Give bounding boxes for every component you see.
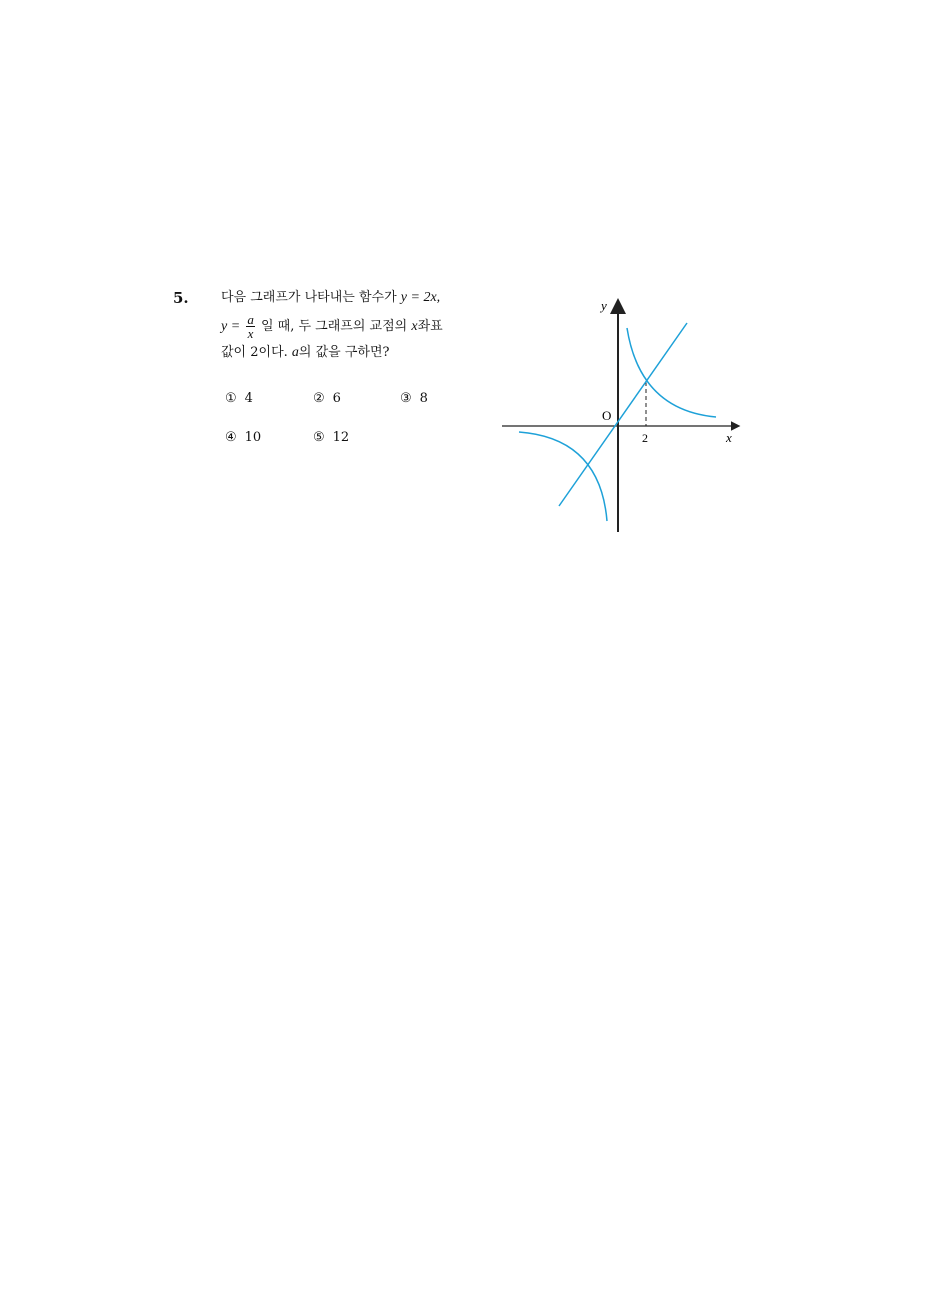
hyperbola-branch-1 <box>627 328 716 417</box>
choice-value: 6 <box>332 391 341 406</box>
equation-line: y = 2x, <box>400 290 441 305</box>
x-axis-label: x <box>726 430 732 445</box>
variable: a <box>291 345 299 360</box>
question-text: 다음 그래프가 나타내는 함수가 <box>221 290 397 305</box>
question-text: 좌표 <box>417 319 443 334</box>
variable: x <box>411 319 418 334</box>
question-line-3 <box>221 344 390 362</box>
choice-mark: ④ <box>225 430 237 445</box>
choice-3[interactable] <box>400 391 428 406</box>
choice-1[interactable] <box>225 391 253 406</box>
choice-mark: ⑤ <box>313 430 325 445</box>
origin-label: O <box>602 408 612 423</box>
fraction-denominator: x <box>247 326 254 341</box>
choice-mark: ② <box>313 391 325 406</box>
line-y-2x <box>559 323 687 506</box>
y-axis-label: y <box>601 298 607 313</box>
tick-label-2: 2 <box>642 431 648 445</box>
question-line-2 <box>221 313 443 340</box>
choice-mark: ③ <box>400 391 412 406</box>
choice-5[interactable] <box>313 430 349 445</box>
choice-2[interactable] <box>313 391 341 406</box>
question-number: 5. <box>173 289 189 307</box>
choice-value: 12 <box>332 430 350 445</box>
question-text: 일 때, 두 그래프의 교점의 <box>260 319 408 334</box>
hyperbola-branch-3 <box>519 432 607 521</box>
choice-4[interactable] <box>225 430 261 445</box>
choice-mark: ① <box>225 391 237 406</box>
choice-value: 10 <box>244 430 262 445</box>
question-line-1 <box>221 289 440 307</box>
choice-value: 4 <box>244 391 253 406</box>
choice-value: 8 <box>419 391 428 406</box>
equation-lhs: y = <box>221 319 241 334</box>
fraction <box>246 313 255 340</box>
question-text: 값이 2이다. <box>221 345 288 360</box>
graph <box>495 290 755 540</box>
question-text: 의 값을 구하면? <box>298 345 390 360</box>
fraction-numerator: a <box>247 312 254 327</box>
